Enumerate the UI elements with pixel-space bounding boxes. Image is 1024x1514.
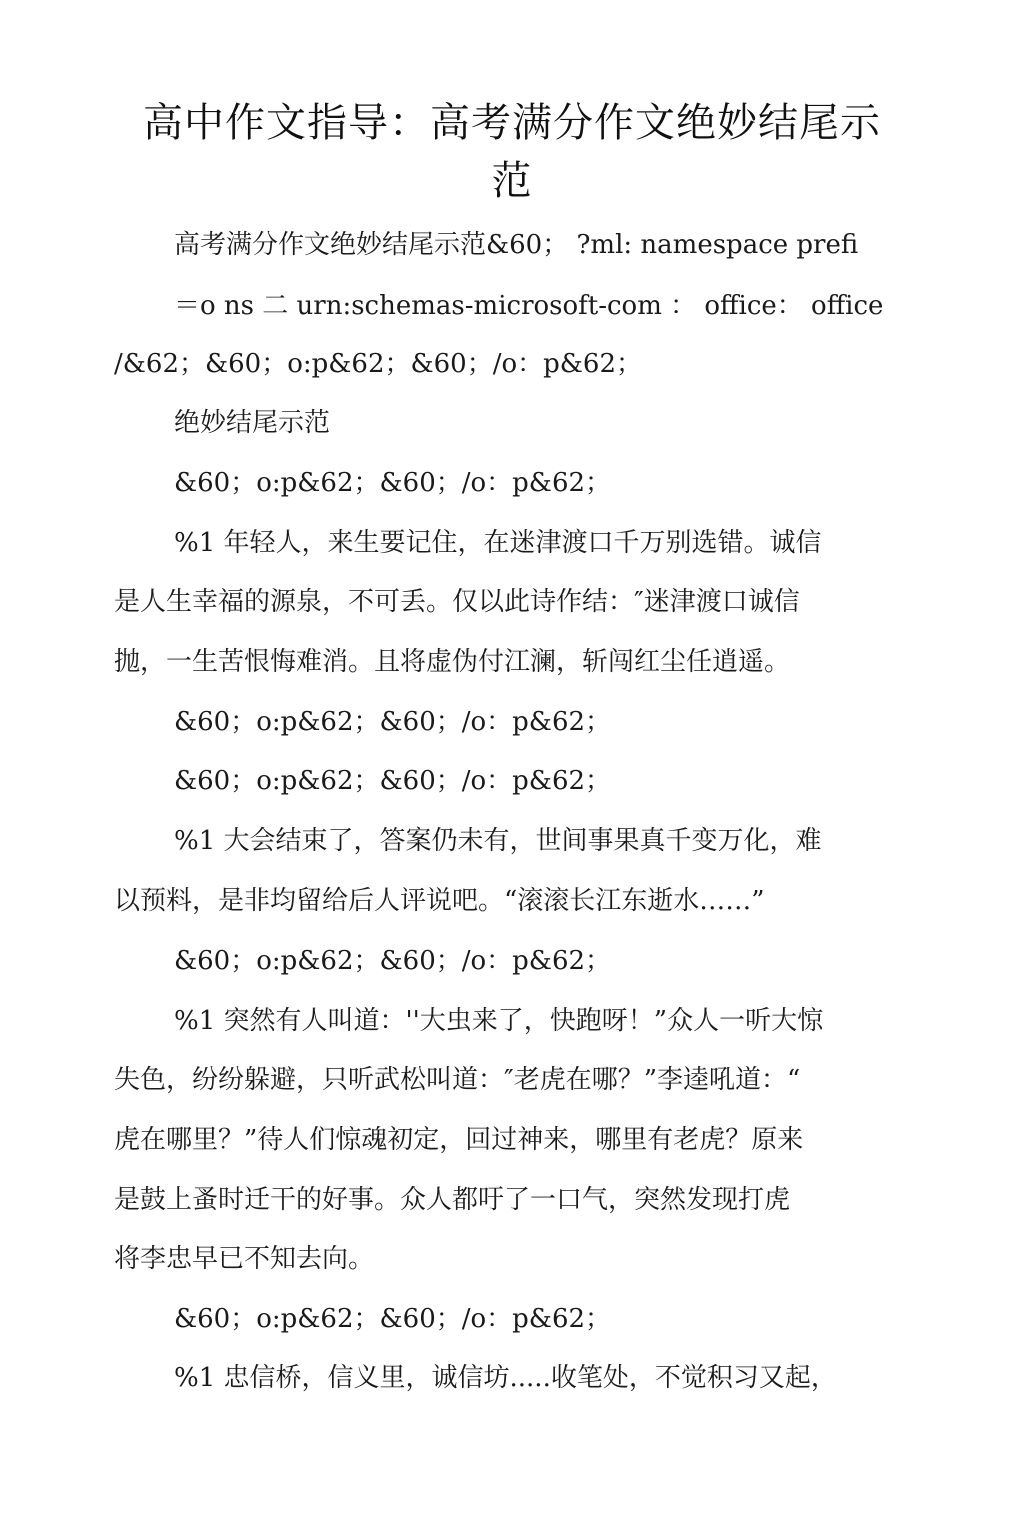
paragraph-line: %1 年轻人，来生要记住，在迷津渡口千万别选错。诚信 [174, 528, 822, 558]
paragraph-line: 是鼓上蚤时迁干的好事。众人都吁了一口气，突然发现打虎 [114, 1185, 791, 1215]
section-heading: 绝妙结尾示范 [174, 408, 331, 438]
paragraph-line: %1 大会结束了，答案仍未有，世间事果真千变万化，难 [174, 826, 822, 856]
text-line: &60；o:p&62；&60；/o：p&62； [174, 1304, 612, 1334]
paragraph-line: 以预料，是非均留给后人评说吧。“滚滚长江东逝水……” [114, 886, 765, 916]
document-title-line-1: 高中作文指导：高考满分作文绝妙结尾示 [143, 100, 881, 146]
paragraph-line: %1 忠信桥，信义里，诚信坊.....收笔处，不觉积习又起， [174, 1363, 837, 1393]
paragraph-line: 是人生幸福的源泉，不可丢。仅以此诗作结：″迷津渡口诚信 [114, 587, 800, 617]
document-title-line-2: 范 [491, 158, 533, 204]
paragraph-line: 抛，一生苦恨悔难消。且将虚伪付江澜，斩闯红尘任逍遥。 [114, 647, 791, 677]
paragraph-line: 将李忠早已不知去向。 [114, 1244, 375, 1274]
paragraph-line: 虎在哪里？”待人们惊魂初定，回过神来，哪里有老虎？原来 [114, 1125, 804, 1155]
text-line: 高考满分作文绝妙结尾示范&60； ?ml: namespace prefi [174, 230, 859, 260]
text-line: &60；o:p&62；&60；/o：p&62； [174, 766, 612, 796]
paragraph-line: %1 突然有人叫道：''大虫来了，快跑呀！”众人一听大惊 [174, 1006, 824, 1036]
text-line: ＝o ns 二 urn:schemas-microsoft-com ： office： office [174, 291, 884, 321]
paragraph-line: 失色，纷纷躲避，只听武松叫道：″老虎在哪？”李逵吼道：“ [114, 1065, 801, 1095]
text-line: &60；o:p&62；&60；/o：p&62； [174, 468, 612, 498]
text-line: &60；o:p&62；&60；/o：p&62； [174, 946, 612, 976]
text-line: &60；o:p&62；&60；/o：p&62； [174, 707, 612, 737]
text-line: /&62；&60；o:p&62；&60；/o：p&62； [114, 349, 643, 379]
